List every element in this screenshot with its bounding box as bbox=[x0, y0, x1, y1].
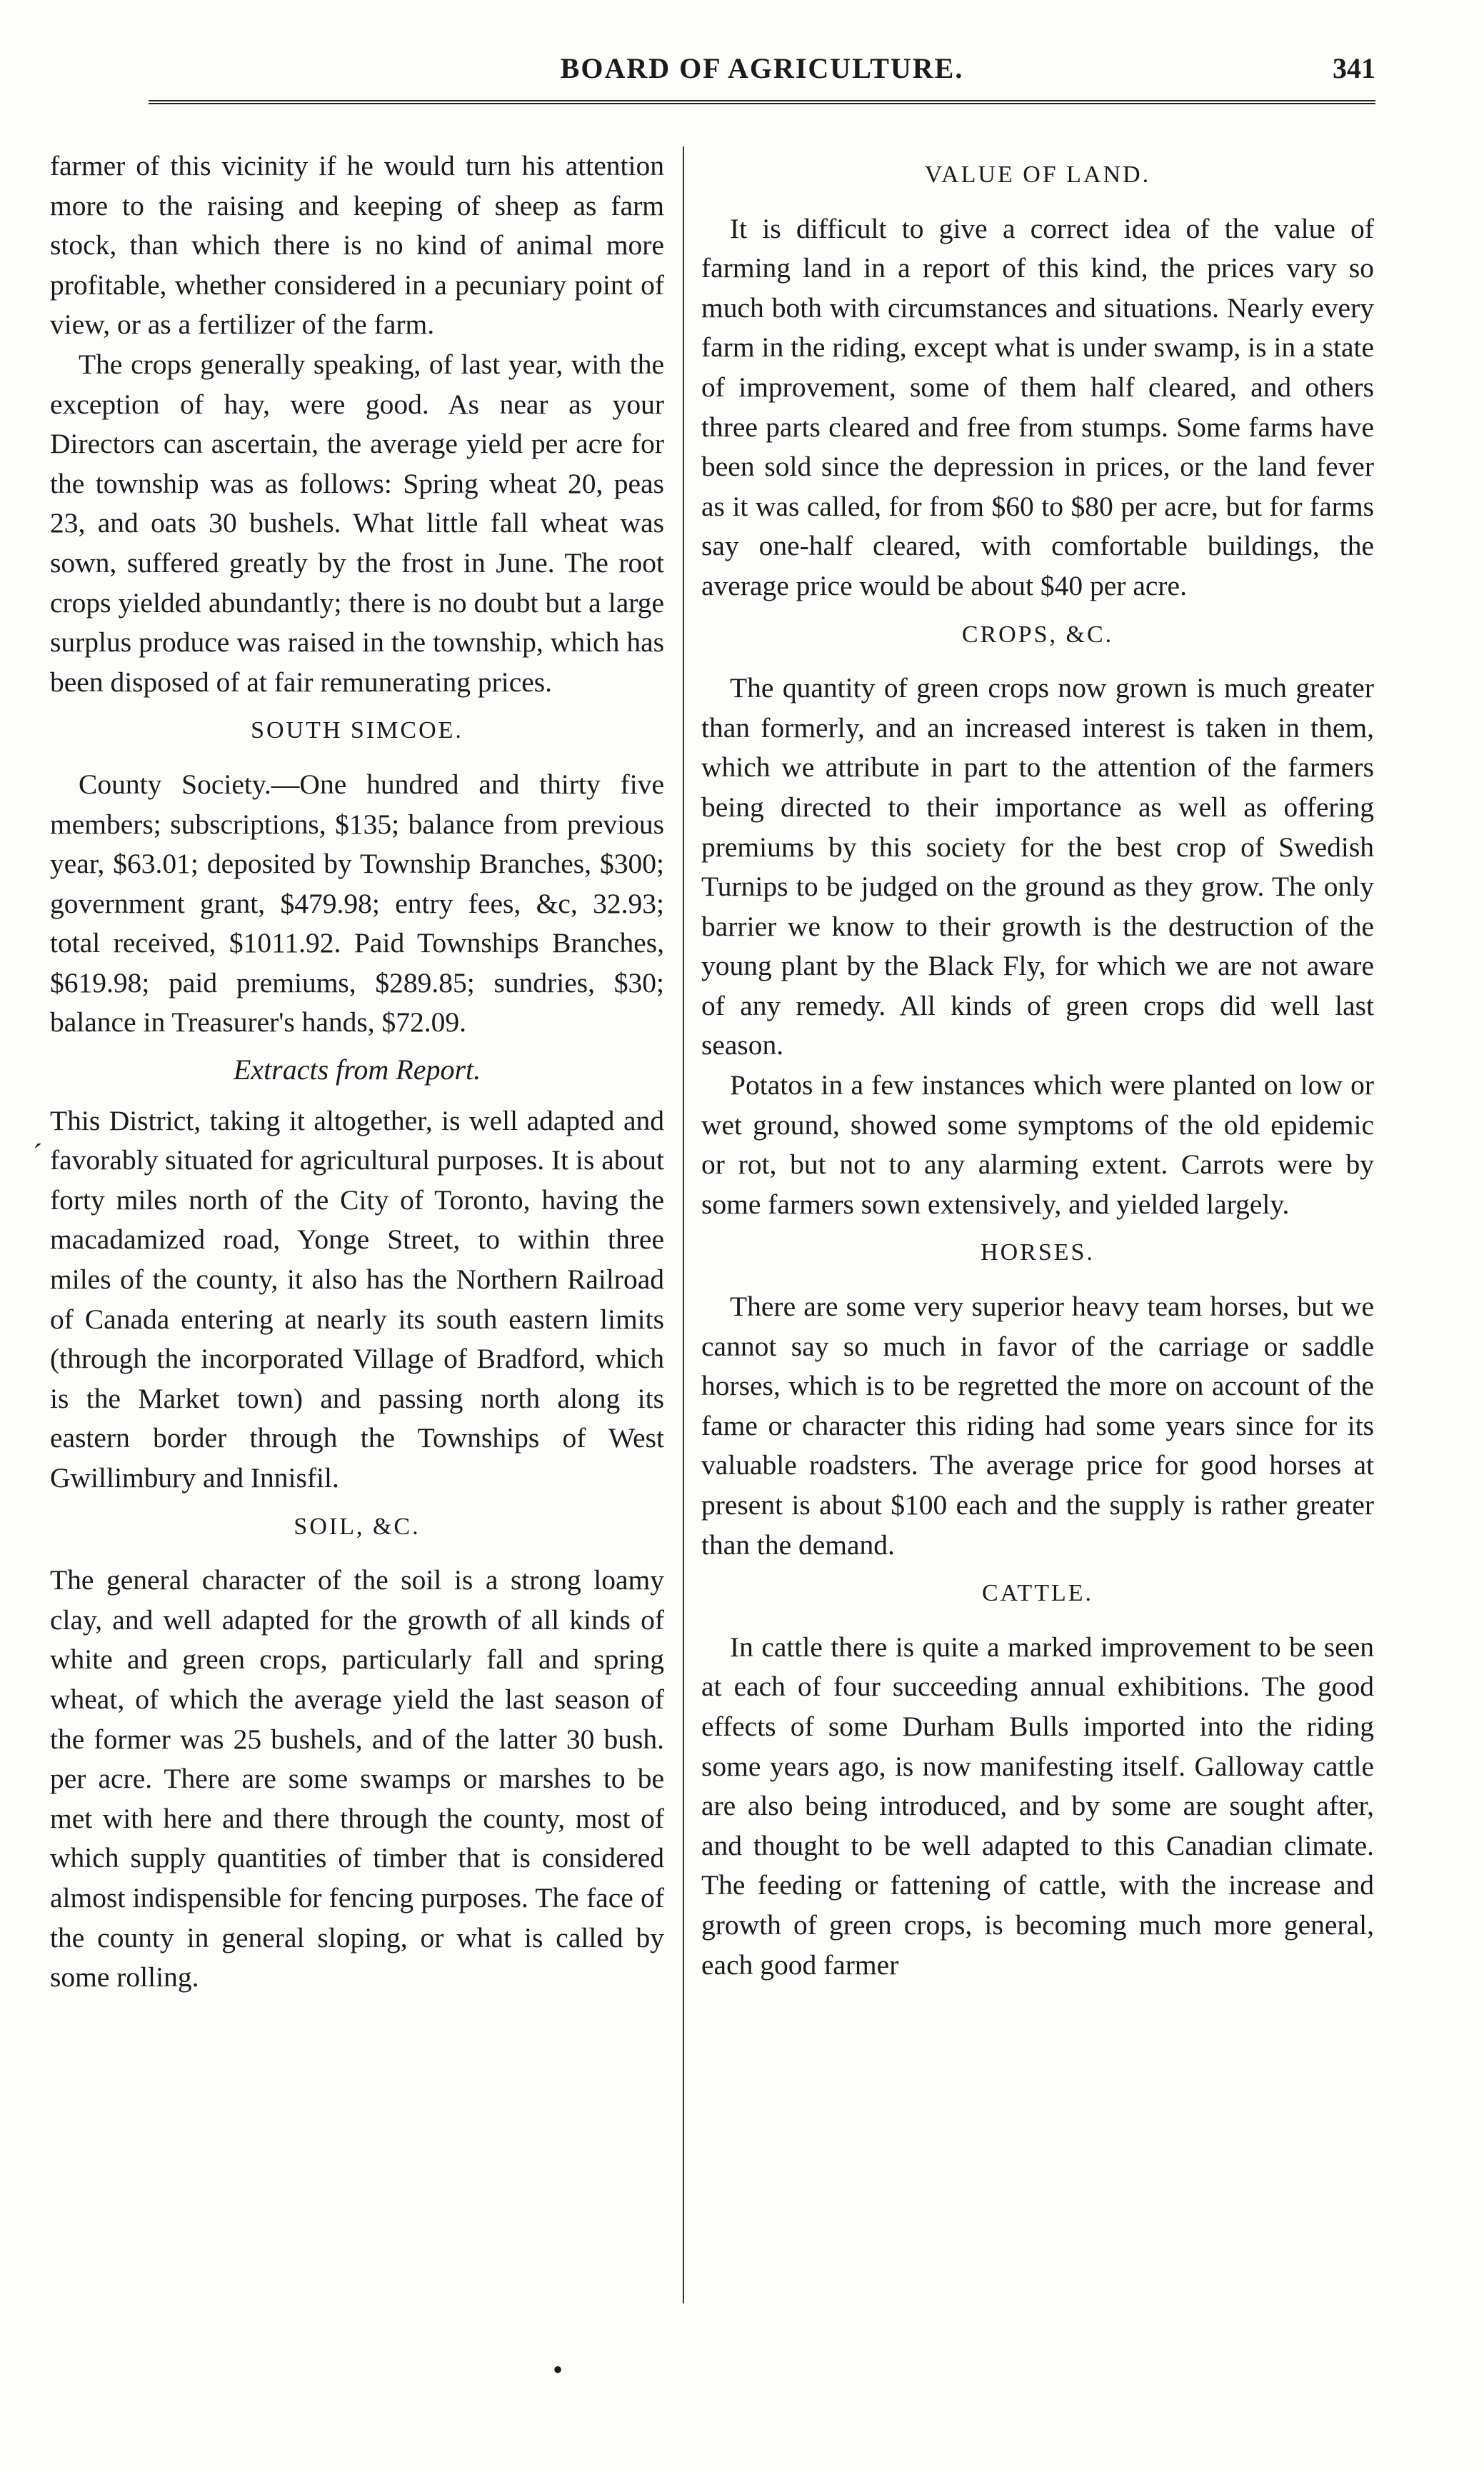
right-column bbox=[701, 146, 1374, 1985]
margin-tick-mark: ˊ bbox=[33, 1138, 43, 1170]
paragraph-crops-last-year: The crops generally speaking, of last year, with the exception of hay, were good. As near as your Directors can ascertain, the average yield per acre for the township was as follows: Spring wheat 20, peas 23, and oats 30 bushels. What little fall wheat was sown, suffered greatly by the frost in June. The root crops yielded abundantly; there is no doubt but a large surplus produce was raised in the township, which has been disposed of at fair remunerating prices. bbox=[50, 348, 664, 698]
paragraph-county-society: County Society.—One hundred and thirty five members; subscriptions, $135; balance from previous year, $63.01; deposited by Township Branches, $300; government grant, $479.98; entry fees, &c, 32.93; total received, $1011.92. Paid Townships Branches, $619.98; paid premiums, $289.85; sundries, $30; balance in Treasurer's hands, $72.09. bbox=[50, 768, 664, 1039]
column-divider bbox=[683, 146, 684, 2303]
heading-south-simcoe: SOUTH SIMCOE. bbox=[251, 717, 463, 744]
paragraph-horses: There are some very superior heavy team horses, but we cannot say so much in favor of the carriage or saddle horses, which is to be regretted the more on account of the fame or character this riding had some years since for its valuable roadsters. The average price for good horses at present is about $100 each and the supply is rather greater than the demand. bbox=[701, 1291, 1374, 1561]
paragraph-soil: The general character of the soil is a strong loamy clay, and well adapted for the growth of all kinds of white and green crops, particularly fall and spring wheat, of which the average yield the last season of the former was 25 bushels, and of the latter 30 bush. per acre. There are some swamps or marshes to be met with here and there through the county, most of which supply quantities of timber that is considered almost indispensible for fencing purposes. The face of the county in general sloping, or what is called by some rolling. bbox=[50, 1564, 664, 1993]
bottom-dot-mark: • bbox=[553, 2353, 563, 2386]
paragraph-sheep: farmer of this vicinity if he would turn his attention more to the raising and keeping of sheep as farm stock, than which there is no kind of animal more profitable, whether considered in a pecuniary point of view, or as a fertilizer of the farm. bbox=[50, 150, 664, 341]
heading-soil: SOIL, &C. bbox=[294, 1513, 421, 1540]
heading-horses: HORSES. bbox=[981, 1239, 1095, 1266]
header-rule bbox=[149, 100, 1375, 104]
heading-crops: CROPS, &C. bbox=[961, 621, 1114, 648]
left-column bbox=[50, 146, 664, 1998]
page-header bbox=[149, 51, 1375, 101]
running-head: BOARD OF AGRICULTURE. bbox=[560, 52, 964, 84]
page-number: 341 bbox=[1333, 52, 1375, 84]
paragraph-cattle: In cattle there is quite a marked improvement to be seen at each of four succeeding annual exhibitions. The good effects of some Durham Bulls imported into the riding some years ago, is now manifesting itself. Galloway cattle are also being introduced, and by some are sought after, and thought to be well adapted to this Canadian climate. The feeding or fattening of cattle, with the increase and growth of green crops, is becoming much more general, each good farmer bbox=[701, 1631, 1374, 1981]
paragraph-green-crops: The quantity of green crops now grown is much greater than formerly, and an increased interest is taken in them, which we attribute in part to the attention of the farmers being directed to their importance as well as offering premiums by this society for the best crop of Swedish Turnips to be judged on the ground as they grow. The only barrier we know to their growth is the destruction of the young plant by the Black Fly, for which we are not aware of any remedy. All kinds of green crops did well last season. bbox=[701, 672, 1374, 1061]
paragraph-potatos: Potatos in a few instances which were planted on low or wet ground, showed some symptoms of the old epidemic or rot, but not to any alarming extent. Carrots were by some farmers sown extensively, and yielded largely. bbox=[701, 1069, 1374, 1220]
heading-value-of-land: VALUE OF LAND. bbox=[924, 161, 1151, 188]
paragraph-value-of-land: It is difficult to give a correct idea of the value of farming land in a report of this kind, the prices vary so much both with circumstances and situations. Nearly every farm in the riding, except what is under swamp, is in a state of improvement, some of them half cleared, and others three parts cleared and free from stumps. Some farms have been sold since the depression in prices, or the land fever as it was called, for from $60 to $80 per acre, but for farms say one-half cleared, with comfortable buildings, the average price would be about $40 per acre. bbox=[701, 212, 1374, 601]
heading-extracts-from-report: Extracts from Report. bbox=[233, 1054, 481, 1086]
heading-cattle: CATTLE. bbox=[981, 1580, 1094, 1607]
paragraph-district: This District, taking it altogether, is well adapted and favorably situated for agricultural purposes. It is about forty miles north of the City of Toronto, having the macadamized road, Yonge Street, to within three miles of the county, it also has the Northern Railroad of Canada entering at nearly its south eastern limits (through the incorporated Village of Bradford, which is the Market town) and passing north along its eastern border through the Townships of West Gwillimbury and Innisfil. bbox=[50, 1104, 664, 1493]
